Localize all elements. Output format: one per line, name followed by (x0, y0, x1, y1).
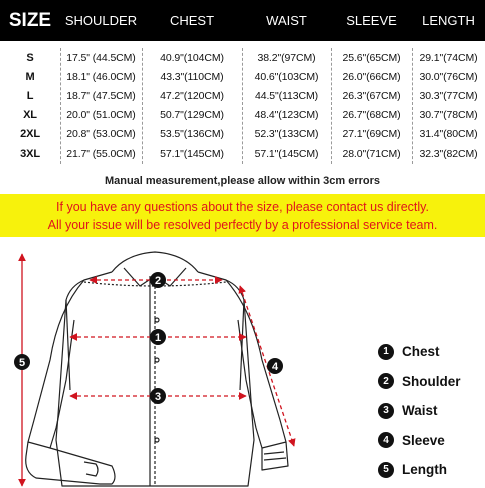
table-cell: 48.4"(123CM) (254, 109, 319, 122)
table-cell: 27.1"(69CM) (342, 128, 401, 141)
header-length: LENGTH (422, 13, 475, 28)
table-cell: 17.5" (44.5CM) (66, 51, 136, 64)
table-cell: 52.3"(133CM) (254, 128, 319, 141)
table-cell: 47.2"(120CM) (160, 89, 224, 102)
table-cell: 30.3"(77CM) (419, 89, 478, 102)
table-cell: L (26, 89, 34, 102)
table-cell: 20.0" (51.0CM) (66, 109, 136, 122)
table-cell: 30.0"(76CM) (419, 70, 478, 83)
table-row (0, 144, 485, 163)
legend-item-waist (378, 396, 461, 426)
number-4-icon: 4 (378, 432, 394, 448)
table-cell: 26.3"(67CM) (342, 89, 401, 102)
contact-banner (0, 194, 485, 237)
table-cell: 28.0"(71CM) (342, 147, 401, 160)
table-cell: 18.1" (46.0CM) (66, 70, 136, 83)
measurement-legend (378, 337, 461, 485)
marker-waist (150, 388, 166, 404)
table-cell: 57.1"(145CM) (254, 147, 319, 160)
table-cell: 43.3"(110CM) (160, 70, 224, 83)
marker-chest (150, 329, 166, 345)
number-1-icon: 1 (378, 344, 394, 360)
table-cell: 2XL (20, 128, 40, 141)
table-cell: 50.7"(129CM) (160, 109, 224, 122)
table-cell: M (25, 70, 35, 83)
table-cell: 26.0"(66CM) (342, 70, 401, 83)
table-cell: 38.2"(97CM) (257, 51, 316, 64)
number-5-icon: 5 (378, 462, 394, 478)
header-chest: CHEST (169, 13, 215, 28)
table-cell: 53.5"(136CM) (160, 128, 224, 141)
number-2-icon: 2 (378, 373, 394, 389)
table-cell: 18.7" (47.5CM) (66, 89, 136, 102)
table-cell: 44.5"(113CM) (254, 89, 319, 102)
table-row (0, 67, 485, 86)
table-cell: 21.7" (55.0CM) (66, 147, 136, 160)
legend-label: Waist (402, 403, 438, 419)
header-sleeve: SLEEVE (346, 13, 397, 28)
svg-text:4: 4 (271, 361, 279, 373)
table-cell: 3XL (20, 147, 40, 160)
size-table-body (0, 48, 485, 163)
marker-length (14, 354, 30, 370)
marker-shoulder (150, 272, 166, 288)
table-row (0, 106, 485, 125)
table-cell: S (26, 51, 34, 64)
table-cell: 40.9"(104CM) (160, 51, 224, 64)
svg-text:1: 1 (154, 332, 162, 344)
legend-label: Chest (402, 344, 440, 360)
table-row (0, 125, 485, 144)
header-size: SIZE (8, 9, 52, 31)
banner-line-1: If you have any questions about the size, please contact us directly. (56, 199, 429, 214)
table-cell: 57.1"(145CM) (160, 147, 224, 160)
measurement-note: Manual measurement,please allow within 3cm errors (104, 175, 381, 187)
legend-item-length (378, 455, 461, 485)
table-cell: 31.4"(80CM) (419, 128, 478, 141)
svg-text:5: 5 (18, 357, 26, 369)
legend-label: Length (402, 462, 447, 478)
svg-text:3: 3 (154, 391, 162, 403)
legend-label: Sleeve (402, 432, 445, 448)
legend-item-chest (378, 337, 461, 367)
table-cell: 29.1"(74CM) (419, 51, 478, 64)
table-cell: 32.3"(82CM) (419, 147, 478, 160)
table-cell: 20.8" (53.0CM) (66, 128, 136, 141)
table-row (0, 48, 485, 67)
table-cell: XL (23, 109, 37, 122)
table-cell: 30.7"(78CM) (419, 109, 478, 122)
banner-line-2: All your issue will be resolved perfectly by a professional service team. (47, 217, 438, 232)
svg-text:2: 2 (154, 275, 162, 287)
table-row (0, 86, 485, 105)
table-cell: 26.7"(68CM) (342, 109, 401, 122)
marker-sleeve (267, 358, 283, 374)
number-3-icon: 3 (378, 403, 394, 419)
shirt-diagram (0, 240, 360, 488)
legend-label: Shoulder (402, 373, 461, 389)
table-cell: 40.6"(103CM) (254, 70, 319, 83)
legend-item-sleeve (378, 426, 461, 456)
table-cell: 25.6"(65CM) (342, 51, 401, 64)
header-shoulder: SHOULDER (64, 13, 138, 28)
header-waist: WAIST (266, 13, 307, 28)
legend-item-shoulder (378, 367, 461, 397)
size-table-header (0, 0, 485, 41)
